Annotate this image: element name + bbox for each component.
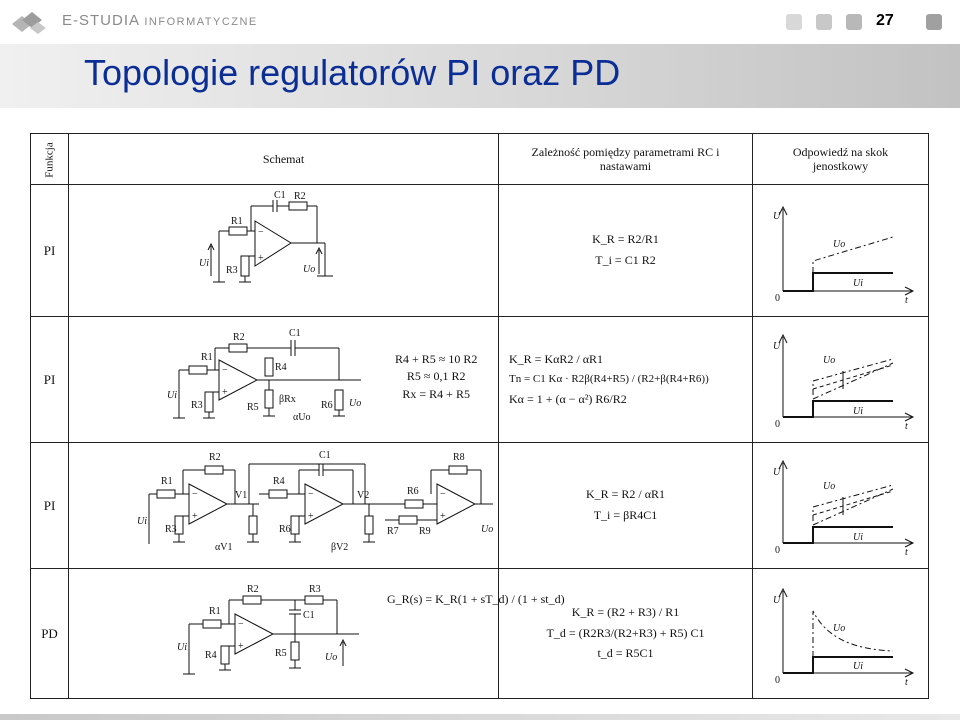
svg-text:−: − [222, 364, 228, 376]
nav-square-2[interactable] [816, 14, 832, 30]
page-number: 27 [876, 12, 894, 29]
svg-text:Uo: Uo [833, 238, 846, 250]
svg-text:R3: R3 [226, 264, 238, 276]
pi-circuit-1-diagram [69, 186, 499, 316]
schematic-cell [69, 185, 499, 317]
svg-text:R2: R2 [233, 331, 245, 343]
svg-text:βRx: βRx [279, 393, 296, 405]
svg-text:R7: R7 [387, 525, 399, 537]
formula-cell [499, 317, 753, 443]
header-schemat: Schemat [69, 134, 499, 185]
formula-line: K_R = (R2 + R3) / R1 [571, 605, 680, 620]
svg-text:C1: C1 [319, 449, 331, 461]
nav-square-4[interactable] [926, 14, 942, 30]
side-notes: R4 + R5 ≈ 10 R2 R5 ≈ 0,1 R2 Rx = R4 + R5 [395, 352, 478, 401]
table-row [31, 569, 929, 699]
row-function: PI [31, 185, 69, 317]
svg-text:U: U [773, 340, 781, 352]
svg-text:−: − [440, 488, 446, 500]
svg-text:C1: C1 [274, 189, 286, 201]
svg-text:βV2: βV2 [331, 541, 349, 553]
formula-line: Tn = C1 Kα · R2β(R4+R5) / (R2+β(R4+R6)) [509, 373, 709, 386]
svg-text:+: + [222, 386, 228, 398]
step-response-plot [753, 319, 929, 441]
svg-text:R5: R5 [247, 401, 259, 413]
svg-text:αUo: αUo [293, 411, 311, 423]
step-response-plot [753, 445, 929, 567]
formula-line: t_d = R5C1 [597, 646, 654, 661]
svg-text:+: + [440, 510, 446, 522]
response-cell [753, 185, 929, 317]
svg-text:−: − [238, 618, 244, 630]
table-row [31, 443, 929, 569]
svg-text:U: U [773, 466, 781, 478]
svg-text:Ui: Ui [137, 515, 147, 527]
formula-line: T_d = (R2R3/(R2+R3) + R5) C1 [546, 625, 705, 640]
svg-text:V2: V2 [357, 489, 370, 501]
schematic-cell [69, 317, 499, 443]
slide-title: Topologie regulatorów PI oraz PD [84, 52, 621, 93]
svg-text:R3: R3 [309, 583, 321, 595]
svg-text:Ui: Ui [177, 641, 187, 653]
svg-text:R1: R1 [201, 351, 213, 363]
svg-text:Uo: Uo [481, 523, 494, 535]
e-studia-logo-icon [8, 6, 52, 38]
svg-text:R2: R2 [294, 190, 306, 202]
svg-text:t: t [905, 676, 908, 688]
row-function: PD [31, 569, 69, 699]
svg-text:Uo: Uo [349, 397, 362, 409]
svg-text:−: − [192, 488, 198, 500]
svg-text:R8: R8 [453, 451, 465, 463]
row-function: PI [31, 443, 69, 569]
formula-line: T_i = βR4C1 [593, 508, 658, 522]
svg-text:t: t [905, 546, 908, 558]
nav-square-1[interactable] [786, 14, 802, 30]
svg-text:Uo: Uo [303, 263, 316, 275]
svg-text:R2: R2 [247, 583, 259, 595]
svg-text:C1: C1 [303, 609, 315, 621]
svg-text:R2: R2 [209, 451, 221, 463]
brand-name: E-STUDIA INFORMATYCZNE [62, 12, 258, 29]
formula-line: K_R = R2/R1 [592, 232, 659, 247]
formula-line: K_R = R2 / αR1 [585, 487, 666, 502]
nav-square-3[interactable] [846, 14, 862, 30]
svg-text:R6: R6 [407, 485, 419, 497]
svg-text:R3: R3 [191, 399, 203, 411]
svg-text:R5: R5 [275, 647, 287, 659]
svg-text:R1: R1 [209, 605, 221, 617]
table-row [31, 185, 929, 317]
svg-text:0: 0 [775, 292, 780, 304]
transfer-function: G_R(s) = K_R(1 + sT_d) / (1 + st_d) [387, 592, 565, 606]
pd-circuit-diagram [69, 570, 499, 698]
svg-text:R3: R3 [165, 523, 177, 535]
schematic-cell [69, 569, 565, 699]
svg-text:R6: R6 [279, 523, 291, 535]
formula-line: Kα = 1 + (α − α²) R6/R2 [509, 391, 627, 406]
svg-text:0: 0 [775, 544, 780, 556]
header-funkcja: Funkcja [31, 134, 69, 185]
svg-text:+: + [238, 640, 244, 652]
header-bar [0, 0, 960, 44]
pi-circuit-3-diagram [69, 444, 499, 568]
svg-text:R6: R6 [321, 399, 333, 411]
svg-text:Uo: Uo [833, 622, 846, 634]
row-function: PI [31, 317, 69, 443]
svg-text:Ui: Ui [853, 277, 863, 289]
svg-text:+: + [308, 510, 314, 522]
formula-line: K_R = KαR2 / αR1 [509, 351, 604, 366]
svg-text:t: t [905, 420, 908, 432]
svg-text:Ui: Ui [167, 389, 177, 401]
svg-text:U: U [773, 594, 781, 606]
svg-text:R4: R4 [273, 475, 285, 487]
bottom-bar [0, 714, 960, 720]
step-response-plot [753, 187, 929, 315]
response-cell [753, 443, 929, 569]
svg-text:−: − [308, 488, 314, 500]
svg-text:R1: R1 [231, 215, 243, 227]
svg-text:Ui: Ui [853, 531, 863, 543]
formula-cell [499, 443, 753, 569]
svg-text:R9: R9 [419, 525, 431, 537]
formula-cell [499, 569, 753, 699]
svg-text:Ui: Ui [199, 257, 209, 269]
response-cell [753, 317, 929, 443]
svg-text:+: + [258, 252, 264, 264]
svg-text:R4: R4 [205, 649, 217, 661]
formula-cell [499, 185, 753, 317]
header-odpowiedz: Odpowiedź na skok jenostkowy [753, 134, 929, 185]
svg-text:R4: R4 [275, 361, 287, 373]
svg-text:Ui: Ui [853, 405, 863, 417]
table-header-row [31, 134, 929, 185]
controller-table [30, 133, 929, 699]
svg-text:0: 0 [775, 418, 780, 430]
svg-text:−: − [258, 226, 264, 238]
schematic-cell [69, 443, 499, 569]
svg-text:0: 0 [775, 674, 780, 686]
header-zaleznosc: Zależność pomiędzy parametrami RC i nastawami [499, 134, 753, 185]
svg-text:αV1: αV1 [215, 541, 233, 553]
svg-text:Uo: Uo [325, 651, 338, 663]
step-response-plot [753, 571, 929, 697]
svg-text:V1: V1 [235, 489, 248, 501]
svg-text:t: t [905, 294, 908, 306]
formula-line: T_i = C1 R2 [595, 253, 656, 267]
svg-text:Uo: Uo [823, 354, 836, 366]
svg-text:C1: C1 [289, 327, 301, 339]
svg-text:U: U [773, 210, 781, 222]
svg-text:Uo: Uo [823, 480, 836, 492]
svg-text:Ui: Ui [853, 660, 863, 672]
table-row [31, 317, 929, 443]
svg-text:R1: R1 [161, 475, 173, 487]
response-cell [753, 569, 929, 699]
svg-text:+: + [192, 510, 198, 522]
